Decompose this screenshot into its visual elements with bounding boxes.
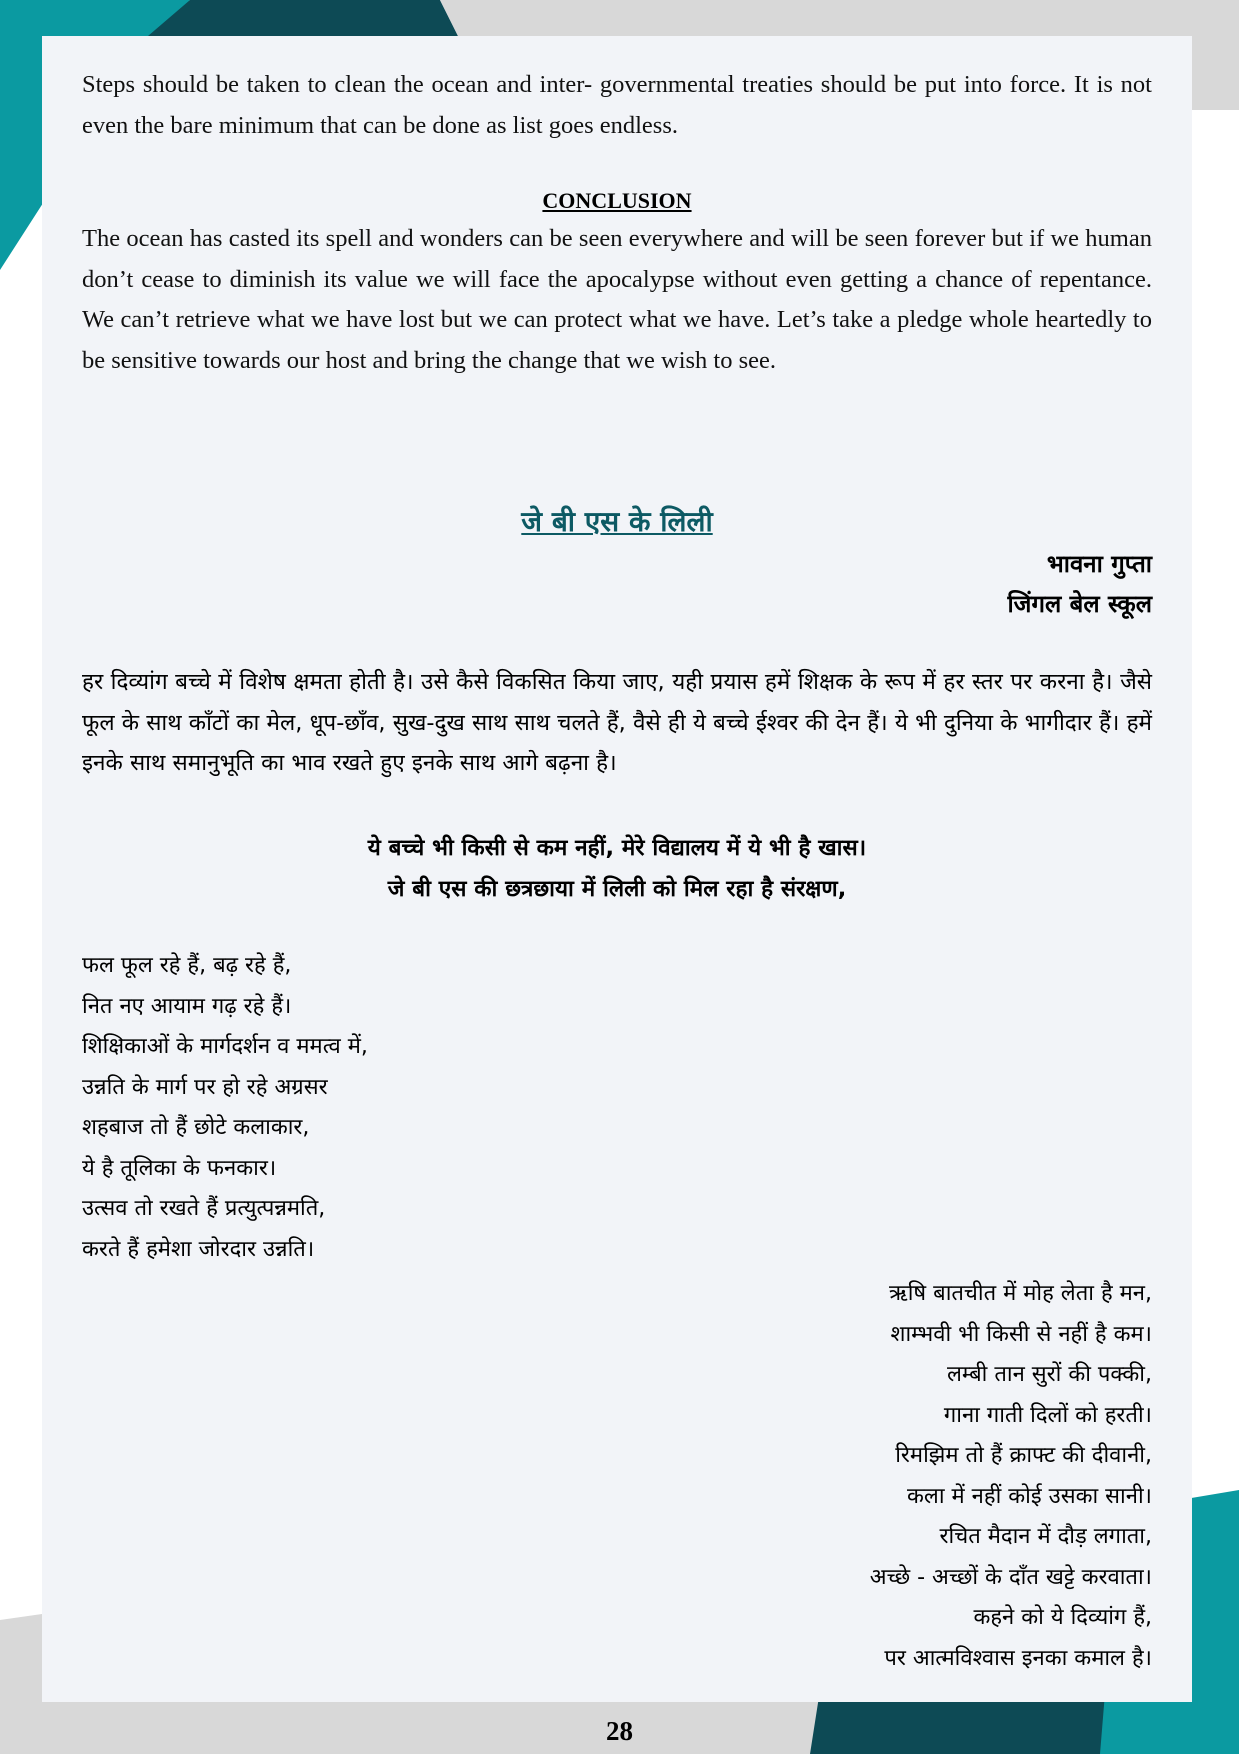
conclusion-paragraph: The ocean has casted its spell and wonders can be seen everywhere and will be seen forever but if we human don’t cease to diminish its value we will face the apocalypse without even getting a chance of repentance. We can’t retrieve what we have lost but we can protect what we have. Let’s take a pledge whole heartedly to be sensitive towards our host and bring the change that we wish to see. <box>82 225 1152 374</box>
verse-line: ऋषि बातचीत में मोह लेता है मन, <box>888 1281 1152 1306</box>
verse-line: उन्नति के मार्ग पर हो रहे अग्रसर <box>82 1074 328 1100</box>
verse-line: रचित मैदान में दौड़ लगाता, <box>939 1524 1152 1549</box>
intro-paragraph: Steps should be taken to clean the ocean and inter- governmental treaties should be put into force. It is not even the bare minimum that can be done as list goes endless. <box>82 71 1152 139</box>
verse-line: रिमझिम तो हैं क्राफ्ट की दीवानी, <box>895 1443 1152 1468</box>
verse-line: करते हैं हमेशा जोरदार उन्नति। <box>82 1236 315 1262</box>
verse-line: पर आत्मविश्वास इनका कमाल है। <box>884 1645 1152 1671</box>
verse-line: अच्छे - अच्छों के दाँत खट्टे करवाता। <box>869 1564 1152 1590</box>
school-name: जिंगल बेल स्कूल <box>1007 590 1152 618</box>
verse-line: लम्बी तान सुरों की पक्की, <box>947 1362 1152 1387</box>
conclusion-heading: CONCLUSION <box>542 188 692 213</box>
verse-left <box>82 946 682 1270</box>
verse-line: शाम्भवी भी किसी से नहीं है कम। <box>890 1321 1152 1347</box>
verse-line: कहने को ये दिव्यांग हैं, <box>973 1605 1152 1630</box>
verse-line: ये है तूलिका के फनकार। <box>82 1155 277 1181</box>
article-paragraph: हर दिव्यांग बच्चे में विशेष क्षमता होती है। उसे कैसे विकसित किया जाए, यही प्रयास हमें शिक्षक के रूप में हर स्तर पर करना है। जैसे फूल के साथ काँटों का मेल, धूप-छाँव, सुख-दुख साथ साथ चलते हैं, वैसे ही ये बच्चे ईश्वर की देन हैं। ये भी दुनिया के भागीदार हैं। हमें इनके साथ समानुभूति का भाव रखते हुए इनके साथ आगे बढ़ना है। <box>82 669 1152 776</box>
article-title: जे बी एस के लिली <box>521 505 713 538</box>
verse-line: कला में नहीं कोई उसका सानी। <box>907 1483 1152 1509</box>
author-block <box>82 544 1152 624</box>
verse-line: उत्सव तो रखते हैं प्रत्युत्पन्नमति, <box>82 1196 326 1221</box>
author-name: भावना गुप्ता <box>1046 550 1152 578</box>
page-number: 28 <box>606 1716 633 1746</box>
couplet-line: ये बच्चे भी किसी से कम नहीं, मेरे विद्यालय में ये भी है खास। <box>367 835 867 861</box>
verse-line: गाना गाती दिलों को हरती। <box>943 1402 1152 1428</box>
verse-line: नित नए आयाम गढ़ रहे हैं। <box>82 993 292 1019</box>
verse-line: शिक्षिकाओं के मार्गदर्शन व ममत्व में, <box>82 1034 368 1059</box>
couplet-line: जे बी एस की छत्रछाया में लिली को मिल रहा है संरक्षण, <box>387 875 847 902</box>
couplet <box>82 828 1152 909</box>
verse-line: फल फूल रहे हैं, बढ़ रहे हैं, <box>82 953 292 978</box>
verse-line: शहबाज तो हैं छोटे कलाकार, <box>82 1115 310 1140</box>
verse-right <box>552 1274 1152 1679</box>
